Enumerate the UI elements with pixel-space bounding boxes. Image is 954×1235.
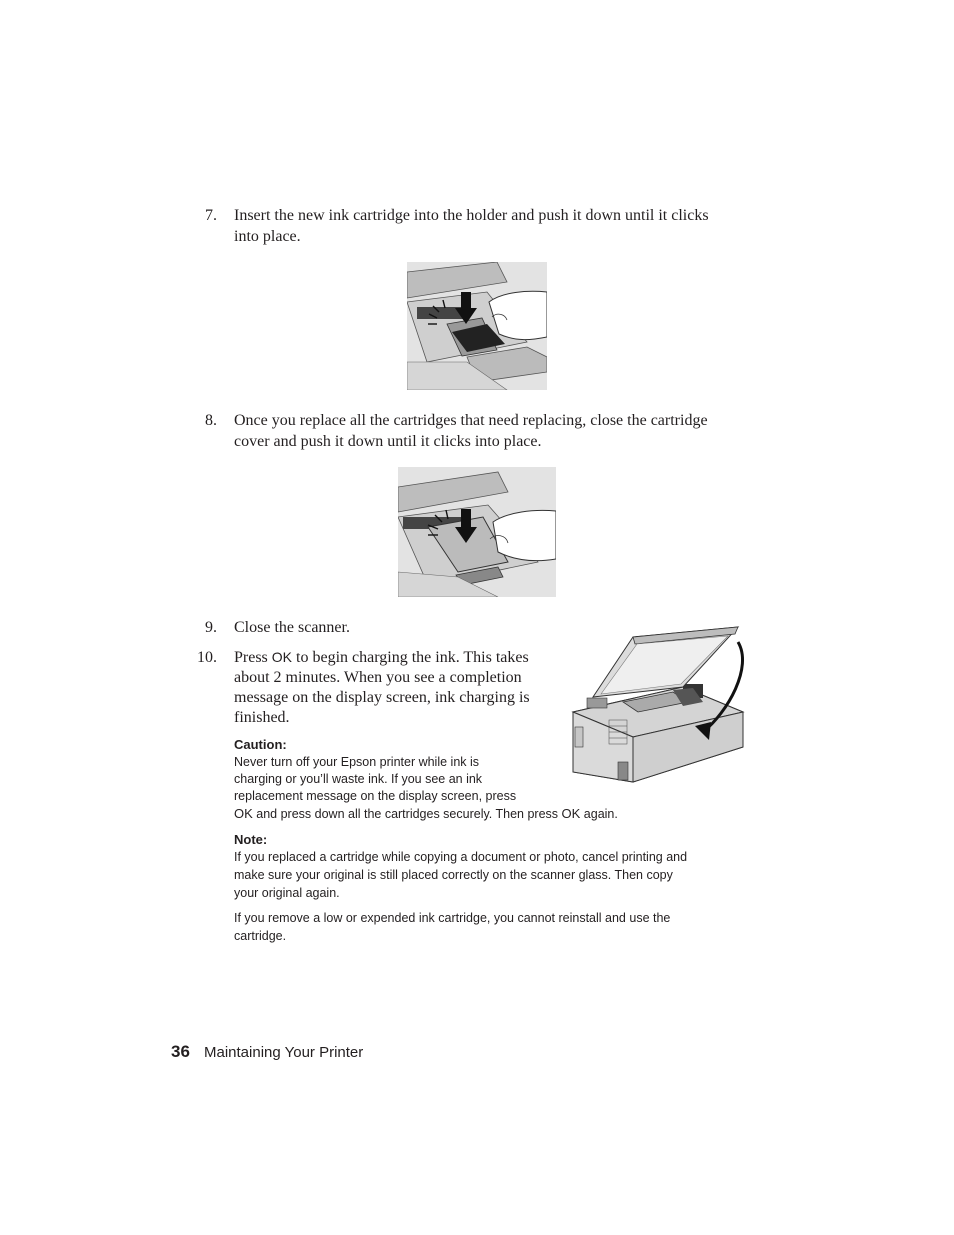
step-10-number: 10. xyxy=(197,649,217,666)
step-8-number: 8. xyxy=(205,412,217,429)
step-9-number: 9. xyxy=(205,619,217,636)
insert-cartridge-illustration xyxy=(407,262,547,390)
step-10-text-line2: about 2 minutes. When you see a completion xyxy=(234,669,522,686)
note-p1-line3: your original again. xyxy=(234,886,340,900)
step-8-text-line1: Once you replace all the cartridges that need replacing, close the cartridge xyxy=(234,412,708,429)
step-8-text-line2: cover and push it down until it clicks into place. xyxy=(234,433,542,450)
step-10-pre: Press xyxy=(234,649,272,666)
ok-button-label: OK xyxy=(271,649,293,665)
printer-closing-scanner-illustration xyxy=(563,622,746,792)
caution-text-line4 xyxy=(234,805,618,823)
ok-button-label: OK xyxy=(561,806,581,821)
caution-heading: Caution: xyxy=(234,737,287,752)
section-title: Maintaining Your Printer xyxy=(204,1044,364,1061)
note-p1-line1: If you replaced a cartridge while copying a document or photo, cancel printing and xyxy=(234,850,688,864)
caution-text-line2: charging or you’ll waste ink. If you see an ink xyxy=(234,772,483,786)
page-number: 36 xyxy=(171,1042,190,1061)
caution-text-end: again. xyxy=(580,807,618,821)
step-7-text-line1: Insert the new ink cartridge into the holder and push it down until it clicks xyxy=(234,207,709,224)
step-10-text-line3: message on the display screen, ink charging is xyxy=(234,689,530,706)
close-cartridge-cover-illustration xyxy=(398,467,556,597)
step-7-number: 7. xyxy=(205,207,217,224)
note-heading: Note: xyxy=(234,832,268,847)
ok-button-label: OK xyxy=(234,806,253,821)
caution-text-line1: Never turn off your Epson printer while ink is xyxy=(234,755,480,769)
step-9-text: Close the scanner. xyxy=(234,619,350,636)
step-7-text-line2: into place. xyxy=(234,228,301,245)
caution-text-line3: replacement message on the display screen, press xyxy=(234,789,517,803)
step-10-text-line4: finished. xyxy=(234,709,290,726)
caution-text-mid: and press down all the cartridges securely. Then press xyxy=(252,807,562,821)
note-p2-line1: If you remove a low or expended ink cartridge, you cannot reinstall and use the xyxy=(234,911,671,925)
step-10-post: to begin charging the ink. This takes xyxy=(292,649,529,666)
note-p2-line2: cartridge. xyxy=(234,929,287,943)
step-10-text-line1 xyxy=(234,647,529,668)
note-p1-line2: make sure your original is still placed correctly on the scanner glass. Then copy xyxy=(234,868,673,882)
